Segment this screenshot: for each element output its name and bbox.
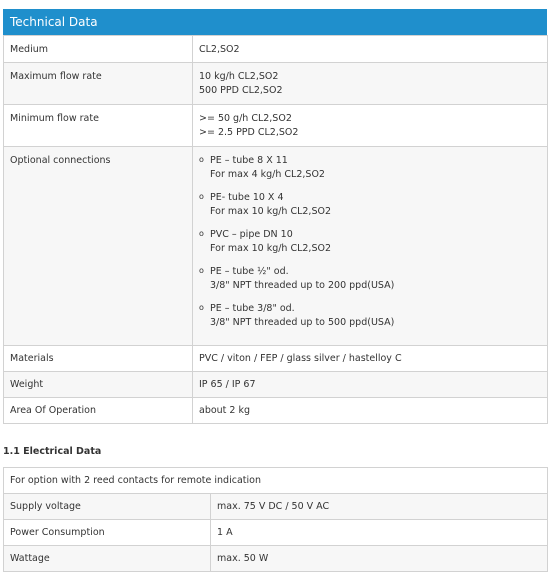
list-item [199, 154, 541, 182]
bullet-icon: o [199, 192, 204, 201]
row-label: Medium [4, 36, 193, 63]
item-line: PE – tube ½" od. [210, 266, 289, 277]
item-line: For max 10 kg/h CL2,SO2 [210, 243, 332, 254]
value-line: >= 50 g/h CL2,SO2 [199, 113, 292, 124]
list-item [199, 265, 541, 293]
value-line: 500 PPD CL2,SO2 [199, 85, 283, 96]
value-line: 10 kg/h CL2,SO2 [199, 71, 279, 82]
row-value: IP 65 / IP 67 [193, 372, 548, 398]
table-row [4, 520, 548, 546]
table-row-medium [4, 36, 548, 63]
row-value: max. 50 W [211, 546, 548, 572]
item-line: PE – tube 8 X 11 [210, 155, 288, 166]
row-label: Supply voltage [4, 494, 211, 520]
row-value [193, 63, 548, 105]
table-row-weight [4, 372, 548, 398]
row-value: max. 75 V DC / 50 V AC [211, 494, 548, 520]
table-row-min-flow [4, 105, 548, 147]
row-value: 1 A [211, 520, 548, 546]
row-label: Materials [4, 346, 193, 372]
table-row-note [4, 468, 548, 494]
list-item [199, 228, 541, 256]
row-label: Area Of Operation [4, 398, 193, 424]
electrical-data-table [3, 467, 548, 572]
row-value [193, 147, 548, 346]
table-row [4, 546, 548, 572]
value-line: >= 2.5 PPD CL2,SO2 [199, 127, 299, 138]
bullet-icon: o [199, 155, 204, 164]
row-label: Power Consumption [4, 520, 211, 546]
row-label: Weight [4, 372, 193, 398]
table-row [4, 494, 548, 520]
row-value: CL2,SO2 [193, 36, 548, 63]
table-note: For option with 2 reed contacts for remote indication [4, 468, 548, 494]
list-item [199, 302, 541, 330]
row-label: Minimum flow rate [4, 105, 193, 147]
row-value: PVC / viton / FEP / glass silver / hastelloy C [193, 346, 548, 372]
list-item [199, 191, 541, 219]
row-label: Optional connections [4, 147, 193, 346]
item-line: For max 10 kg/h CL2,SO2 [210, 206, 332, 217]
item-line: PE- tube 10 X 4 [210, 192, 284, 203]
bullet-icon: o [199, 266, 204, 275]
table-row-materials [4, 346, 548, 372]
technical-data-header: Technical Data [3, 9, 547, 35]
row-value [193, 105, 548, 147]
item-line: PE – tube 3/8" od. [210, 303, 295, 314]
row-label: Maximum flow rate [4, 63, 193, 105]
section-title: 1.1 Electrical Data [3, 446, 102, 457]
bullet-icon: o [199, 303, 204, 312]
item-line: PVC – pipe DN 10 [210, 229, 293, 240]
row-label: Wattage [4, 546, 211, 572]
technical-data-table [3, 35, 548, 424]
item-line: For max 4 kg/h CL2,SO2 [210, 169, 325, 180]
item-line: 3/8" NPT threaded up to 200 ppd(USA) [210, 280, 395, 291]
table-row-optional-connections [4, 147, 548, 346]
item-line: 3/8" NPT threaded up to 500 ppd(USA) [210, 317, 395, 328]
table-row-area [4, 398, 548, 424]
bullet-icon: o [199, 229, 204, 238]
table-row-max-flow [4, 63, 548, 105]
row-value: about 2 kg [193, 398, 548, 424]
